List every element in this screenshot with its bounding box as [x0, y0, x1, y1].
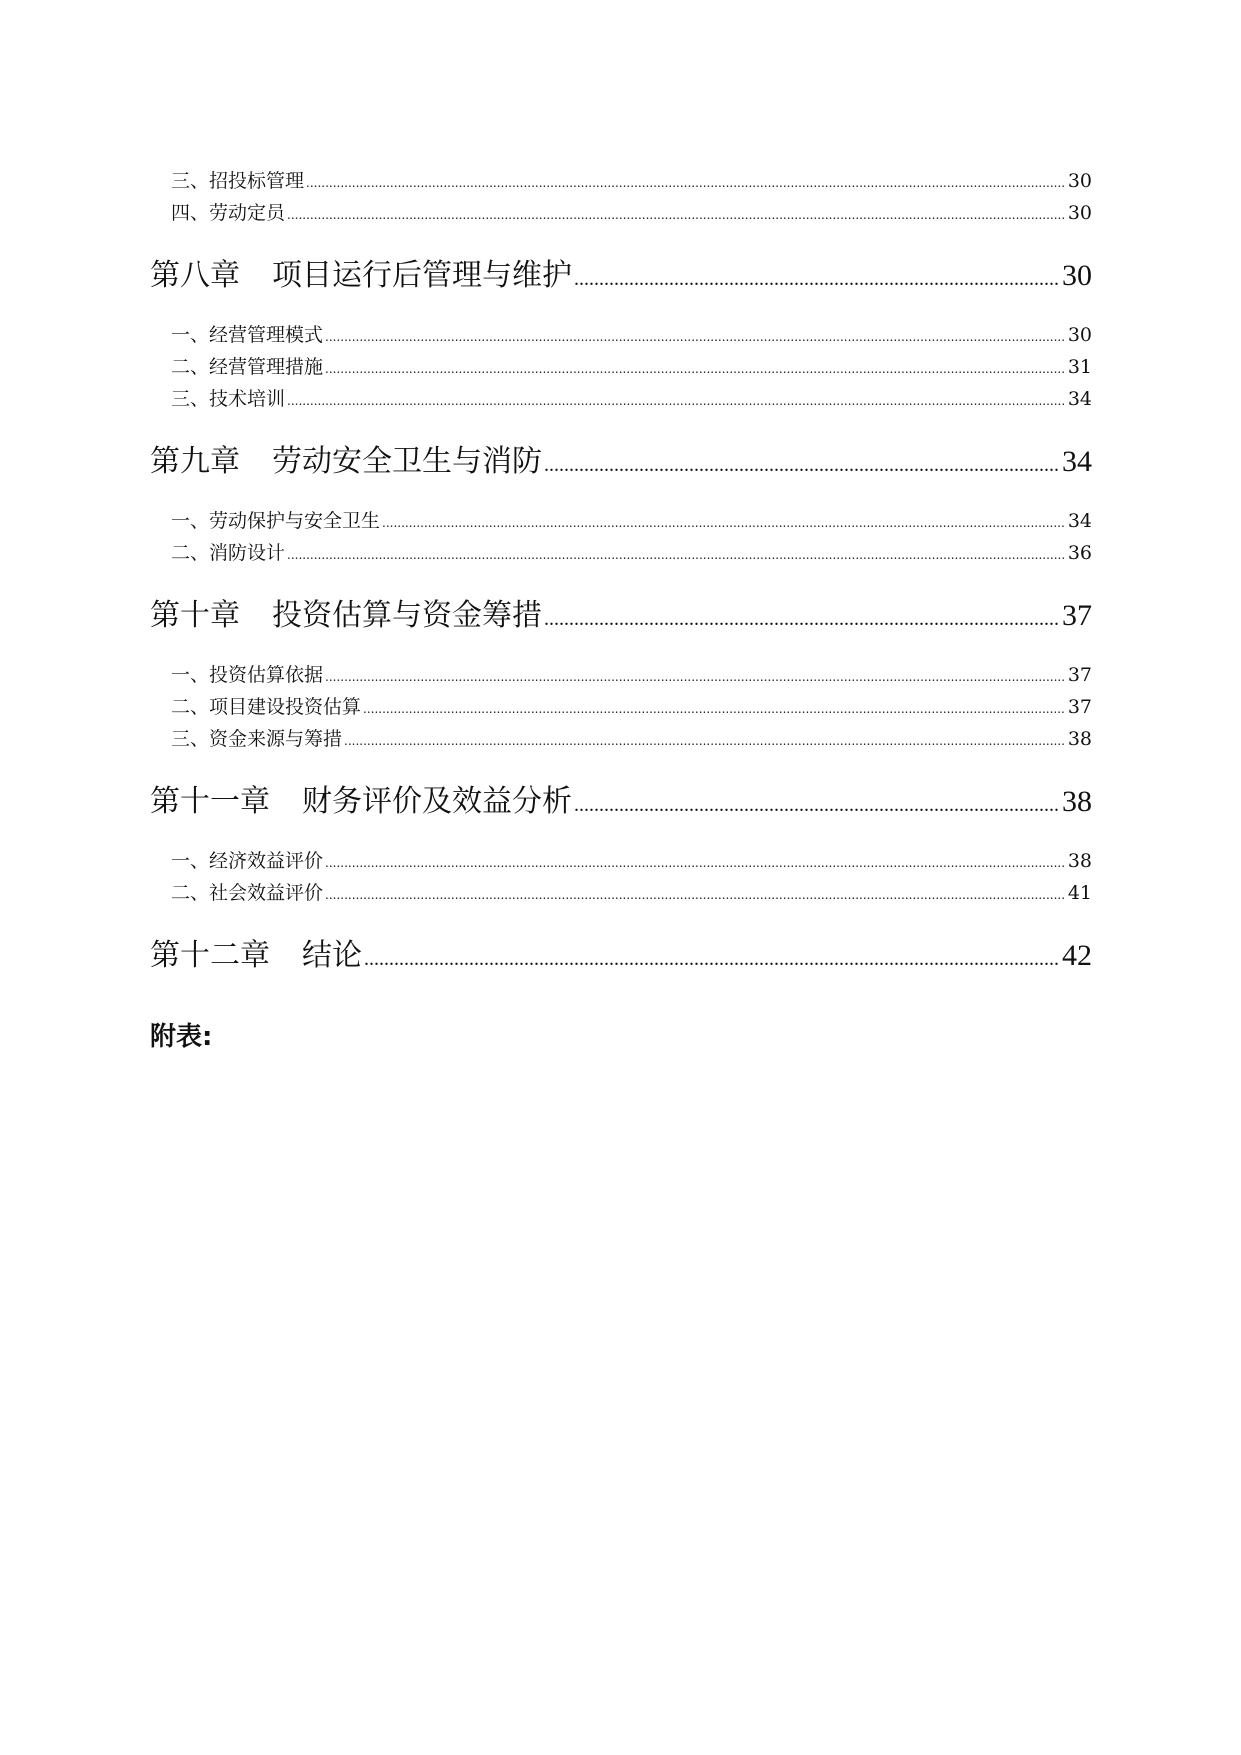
chapter-number: 第十二章 — [150, 938, 270, 973]
dot-leader — [364, 938, 1060, 977]
toc-entry-label: 二、消防设计 — [171, 542, 286, 564]
dot-leader — [544, 598, 1060, 637]
dot-leader — [325, 324, 1066, 348]
toc-page-number: 42 — [1062, 939, 1092, 972]
toc-page-number: 38 — [1067, 728, 1092, 750]
chapter-title: 劳动安全卫生与消防 — [272, 444, 542, 479]
toc-entry-label: 三、技术培训 — [171, 388, 286, 410]
toc-chapter-heading — [150, 255, 572, 297]
dot-leader — [325, 882, 1066, 906]
toc-page-number: 30 — [1067, 170, 1092, 192]
toc-section-operation-mode[interactable] — [171, 322, 1092, 348]
toc-entry-label: 四、劳动定员 — [171, 202, 286, 224]
dot-leader — [325, 356, 1066, 380]
toc-page-number: 30 — [1067, 324, 1092, 346]
toc-page-number: 34 — [1062, 445, 1092, 478]
toc-page-number: 34 — [1067, 510, 1092, 532]
toc-section-labor-staffing[interactable] — [171, 200, 1092, 226]
toc-entry-label: 一、经营管理模式 — [171, 324, 324, 346]
dot-leader — [325, 664, 1066, 688]
dot-leader — [574, 784, 1060, 823]
toc-page-number: 31 — [1067, 356, 1092, 378]
chapter-number: 第十一章 — [150, 784, 270, 819]
toc-entry-label: 二、社会效益评价 — [171, 882, 324, 904]
chapter-title: 财务评价及效益分析 — [302, 784, 572, 819]
dot-leader — [382, 510, 1066, 534]
toc-entry-label: 一、劳动保护与安全卫生 — [171, 510, 381, 532]
toc-entry-label: 三、资金来源与筹措 — [171, 728, 343, 750]
dot-leader — [287, 542, 1066, 566]
toc-section-bidding-management[interactable] — [171, 168, 1092, 194]
appendix-heading: 附表: — [150, 1022, 213, 1052]
toc-chapter-heading — [150, 441, 542, 483]
toc-page-number: 36 — [1067, 542, 1092, 564]
toc-entry-label: 二、项目建设投资估算 — [171, 696, 362, 718]
toc-section-operation-measures[interactable] — [171, 354, 1092, 380]
toc-page-number: 34 — [1067, 388, 1092, 410]
toc-entry-label: 三、招投标管理 — [171, 170, 305, 192]
chapter-title: 结论 — [302, 938, 362, 973]
dot-leader — [287, 202, 1066, 226]
toc-chapter-heading — [150, 935, 362, 977]
toc-section-technical-training[interactable] — [171, 386, 1092, 412]
dot-leader — [325, 850, 1066, 874]
toc-page-number: 37 — [1062, 599, 1092, 632]
toc-chapter-11[interactable] — [150, 781, 1092, 823]
toc-chapter-9[interactable] — [150, 441, 1092, 483]
chapter-title: 项目运行后管理与维护 — [272, 258, 572, 293]
toc-chapter-12[interactable] — [150, 935, 1092, 977]
toc-chapter-10[interactable] — [150, 595, 1092, 637]
toc-page-number: 30 — [1062, 259, 1092, 292]
toc-section-social-benefit[interactable] — [171, 880, 1092, 906]
toc-section-funding-sources[interactable] — [171, 726, 1092, 752]
toc-entry-label: 二、经营管理措施 — [171, 356, 324, 378]
dot-leader — [574, 258, 1060, 297]
toc-section-construction-estimate[interactable] — [171, 694, 1092, 720]
dot-leader — [306, 170, 1066, 194]
toc-chapter-heading — [150, 595, 542, 637]
chapter-number: 第十章 — [150, 598, 240, 633]
toc-section-economic-benefit[interactable] — [171, 848, 1092, 874]
toc-entry-label: 一、经济效益评价 — [171, 850, 324, 872]
toc-section-estimate-basis[interactable] — [171, 662, 1092, 688]
chapter-number: 第九章 — [150, 444, 240, 479]
toc-page-number: 38 — [1067, 850, 1092, 872]
toc-page-number: 41 — [1067, 882, 1092, 904]
chapter-title: 投资估算与资金筹措 — [272, 598, 542, 633]
dot-leader — [363, 696, 1066, 720]
toc-section-labor-protection[interactable] — [171, 508, 1092, 534]
toc-page-number: 38 — [1062, 785, 1092, 818]
toc-chapter-heading — [150, 781, 572, 823]
dot-leader — [287, 388, 1066, 412]
dot-leader — [344, 728, 1066, 752]
toc-section-fire-design[interactable] — [171, 540, 1092, 566]
dot-leader — [544, 444, 1060, 483]
toc-page-number: 37 — [1067, 664, 1092, 686]
chapter-number: 第八章 — [150, 258, 240, 293]
toc-page-number: 37 — [1067, 696, 1092, 718]
toc-chapter-8[interactable] — [150, 255, 1092, 297]
toc-page-number: 30 — [1067, 202, 1092, 224]
toc-entry-label: 一、投资估算依据 — [171, 664, 324, 686]
